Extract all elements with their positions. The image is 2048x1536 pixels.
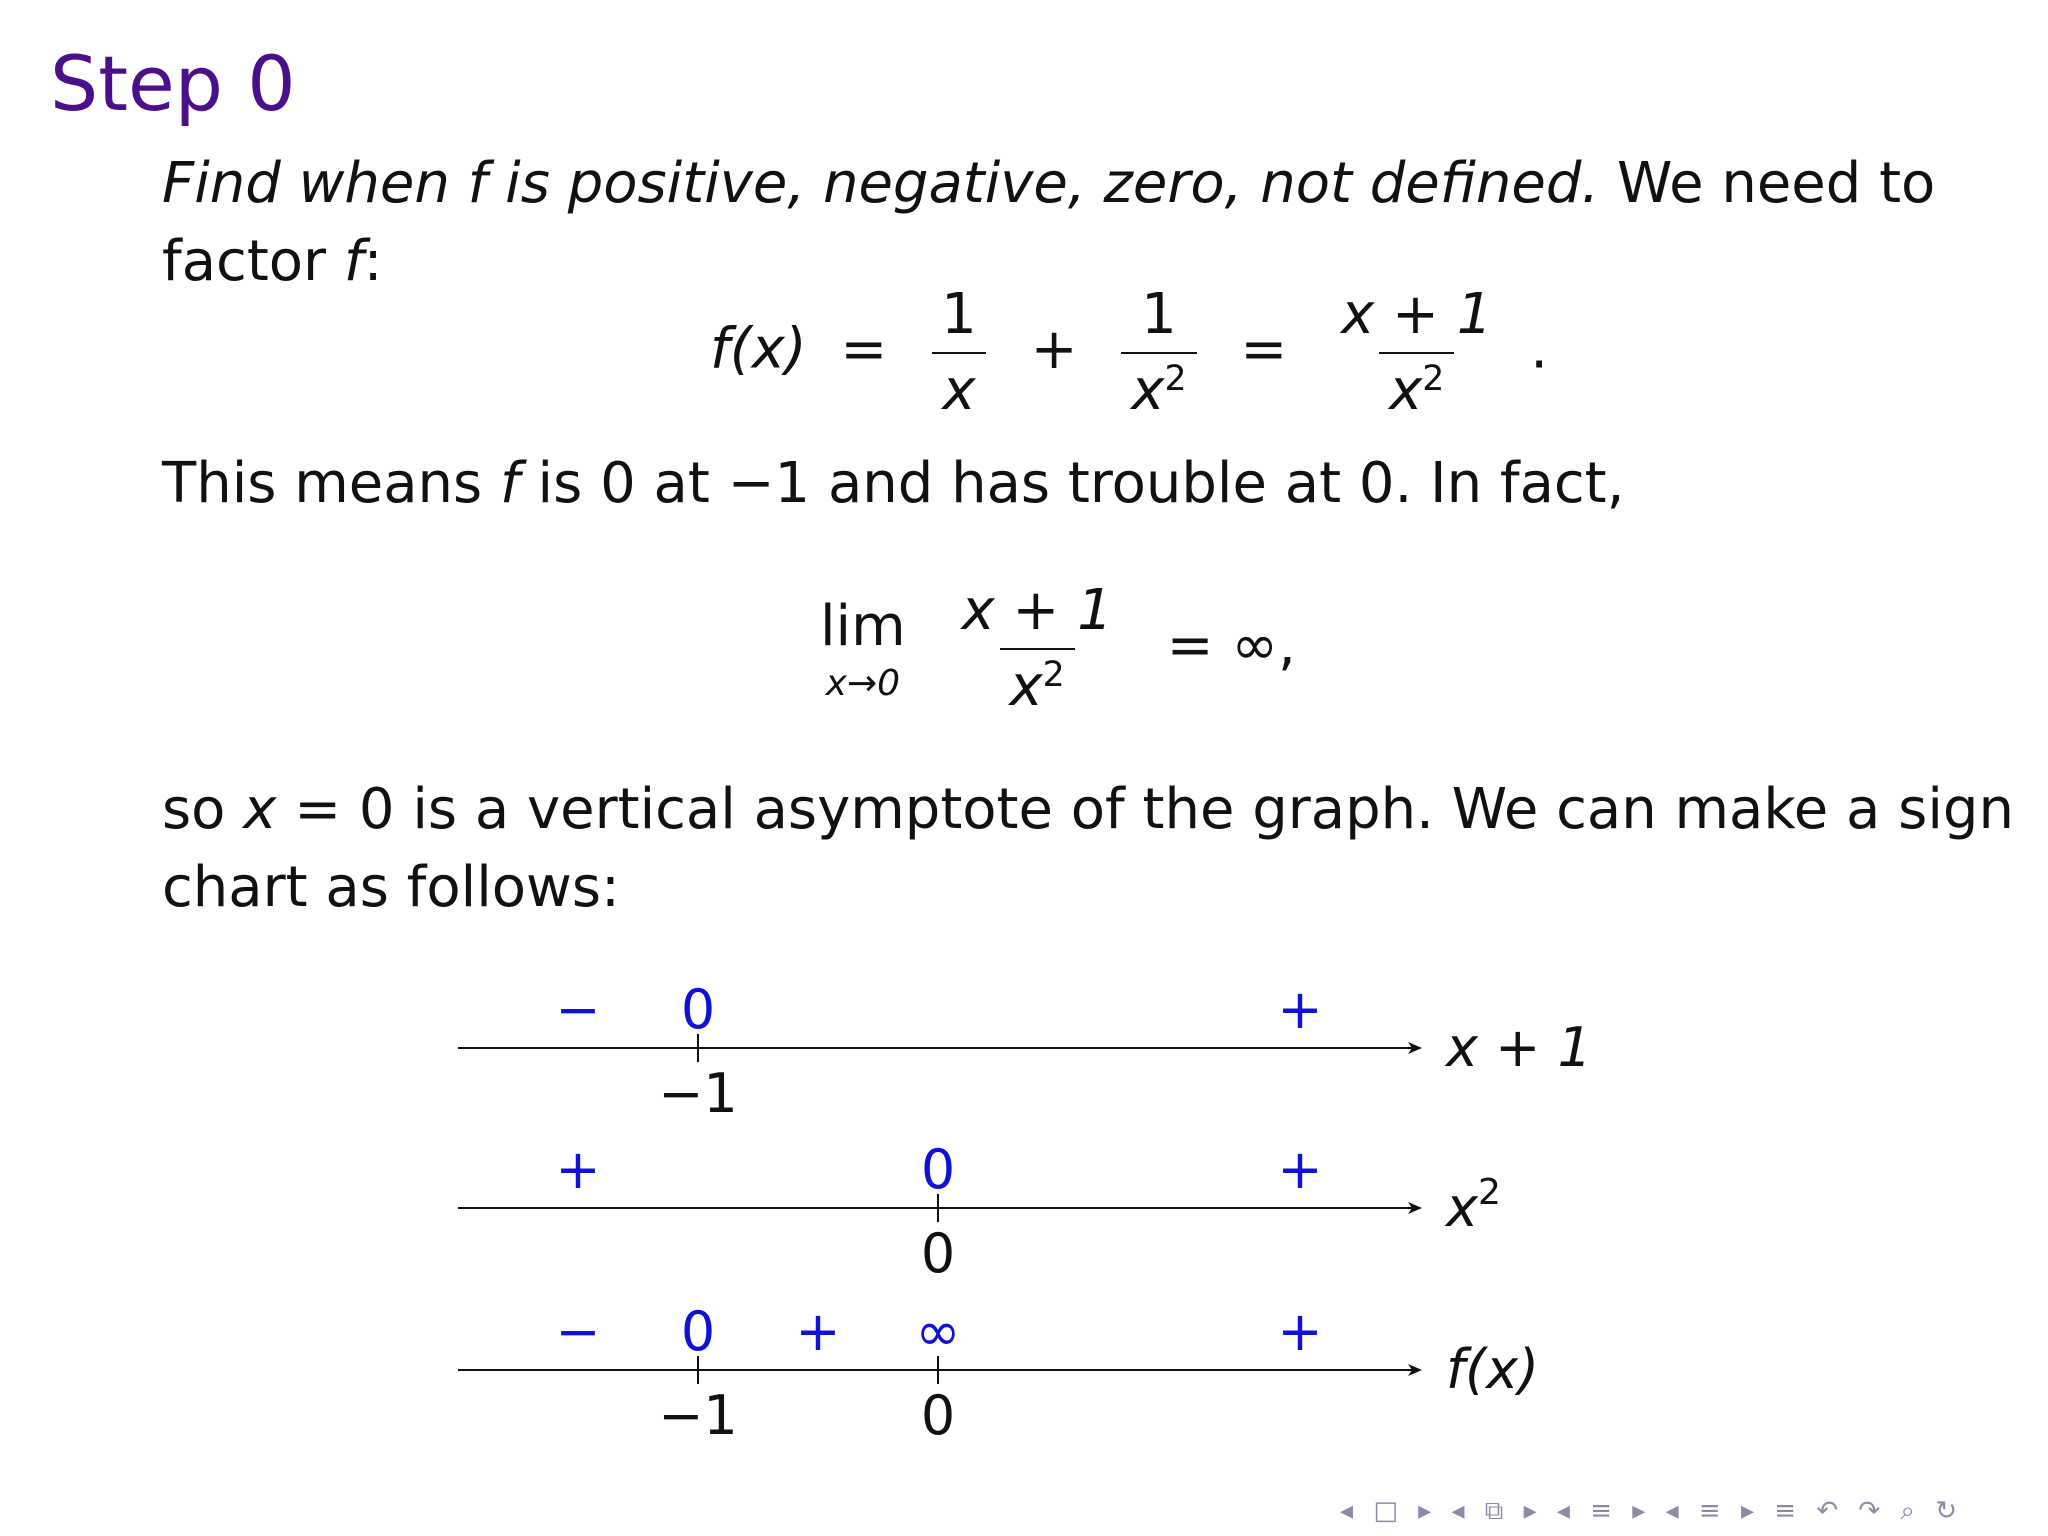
factor-word: factor: [162, 229, 344, 294]
sign-mark: +: [1277, 1138, 1323, 1201]
eq1-plus: +: [1030, 316, 1078, 382]
den-exp: 2: [1422, 358, 1445, 399]
eq1-period: .: [1530, 316, 1548, 382]
den-exp: 2: [1164, 358, 1187, 399]
lim-word: lim: [820, 593, 906, 659]
sign-mark: +: [795, 1300, 841, 1363]
sign-mark: 0: [680, 978, 716, 1041]
function-var: f: [500, 451, 520, 516]
eq1-equals-2: =: [1240, 316, 1288, 382]
frac-num: x + 1: [1341, 282, 1493, 347]
sign-mark: +: [1277, 978, 1323, 1041]
tick-label: 0: [920, 1222, 956, 1285]
x-var: x: [243, 777, 277, 842]
tick-label: −1: [658, 1062, 738, 1125]
eq1-equals: =: [840, 316, 888, 382]
paragraph-3-line-2: chart as follows:: [162, 855, 620, 920]
p3-post: = 0 is a vertical asymptote of the graph. We can make a sign: [276, 777, 2014, 842]
slide-title: Step 0: [50, 39, 296, 128]
row-label: [1444, 1172, 1501, 1239]
tick-label: −1: [658, 1384, 738, 1447]
tick-label: 0: [920, 1384, 956, 1447]
sign-mark: ∞: [915, 1300, 961, 1363]
function-var: f: [343, 229, 364, 294]
den-exp: 2: [1042, 654, 1065, 695]
sign-mark: +: [1277, 1300, 1323, 1363]
frac-num: 1: [1141, 282, 1177, 347]
eq1-lhs: f(x): [710, 316, 807, 382]
paragraph-1-rest: We need to: [1599, 151, 1936, 216]
sign-mark: −: [555, 978, 601, 1041]
italic-phrase: Find when f is positive, negative, zero, not defined.: [162, 151, 1600, 216]
sign-mark: 0: [920, 1138, 956, 1201]
colon: :: [363, 229, 383, 294]
p2-pre: This means: [162, 451, 501, 516]
sign-mark: −: [555, 1300, 601, 1363]
lim-subscript: x→0: [825, 662, 901, 704]
row-label: f(x): [1446, 1338, 1540, 1401]
row-label: x + 1: [1446, 1016, 1592, 1079]
den-base: x: [1131, 357, 1165, 423]
sign-mark: +: [555, 1138, 601, 1201]
beamer-navigation-icons[interactable]: ◂ □ ▸ ◂ ⧉ ▸ ◂ ≡ ▸ ◂ ≡ ▸ ≡ ↶ ↷ ⌕ ↻: [1340, 1496, 1964, 1526]
frac-num: 1: [941, 282, 977, 347]
frac-num: x + 1: [961, 578, 1113, 643]
den-base: x: [1009, 653, 1043, 719]
den-base: x: [1389, 357, 1423, 423]
p3-pre: so: [162, 777, 244, 842]
p2-post: is 0 at −1 and has trouble at 0. In fact,: [519, 451, 1625, 516]
frac-den: x: [932, 352, 985, 422]
row-label-exp: 2: [1477, 1172, 1501, 1213]
limit-rhs: = ∞,: [1166, 612, 1296, 678]
sign-mark: 0: [680, 1300, 716, 1363]
row-label-base: x: [1446, 1176, 1478, 1239]
